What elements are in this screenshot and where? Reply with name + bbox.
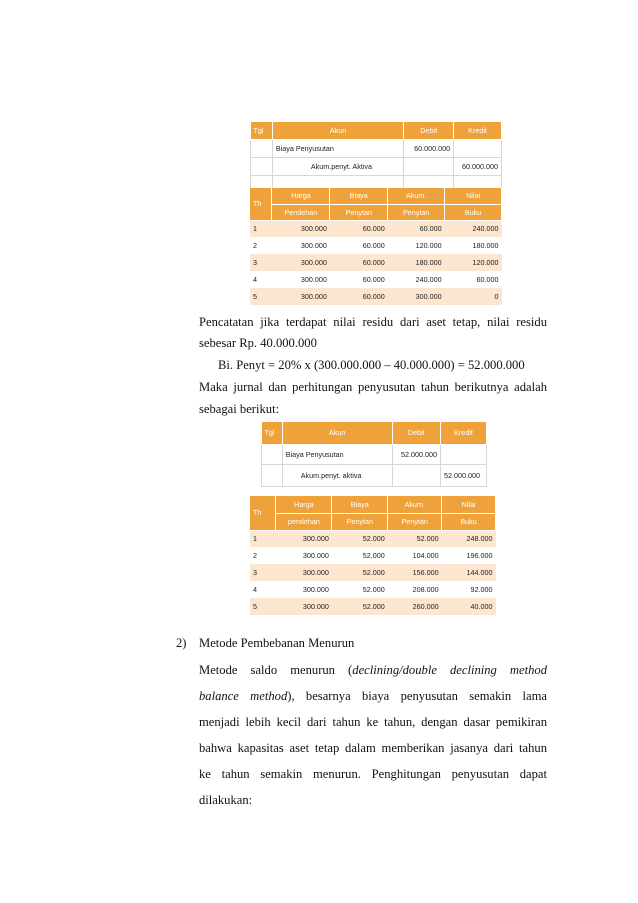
table-row: 3 300.000 60.000 180.000 120.000	[250, 254, 502, 271]
residual-text-line-1: Pencatatan jika terdapat nilai residu dari aset tetap, nilai residu	[199, 315, 547, 329]
journal-table-2	[261, 422, 487, 487]
col-tgl: Tgl	[262, 422, 283, 444]
debit-value	[392, 464, 440, 486]
section-title: Metode Pembebanan Menurun	[199, 636, 355, 650]
table-row	[262, 464, 487, 486]
table-row: 1 300.000 60.000 60.000 240.000	[250, 220, 502, 237]
col-akun: Akun	[282, 422, 392, 444]
table-row: 5 300.000 52.000 260.000 40.000	[250, 598, 496, 615]
credit-value	[441, 444, 487, 464]
section-paragraph-line-5: ke tahun semakin menurun. Penghitungan penyusutan dapat	[199, 767, 547, 781]
section-paragraph-line-3: menjadi lebih kecil dari tahun ke tahun, dengan dasar pemikiran	[199, 715, 547, 729]
debit-value	[404, 157, 454, 175]
table-row: 3 300.000 52.000 156.000 144.000	[250, 564, 496, 581]
col-debit: Debit	[404, 122, 454, 139]
journal-intro-line-1: Maka jurnal dan perhitungan penyusutan tahun berikutnya adalah	[199, 380, 547, 394]
table-row	[251, 175, 502, 189]
col-th: Th	[250, 496, 276, 530]
table-row: 1 300.000 52.000 52.000 248.000	[250, 530, 496, 547]
col-kredit: Kredit	[454, 122, 502, 139]
table-row	[251, 157, 502, 175]
col-tgl: Tgl	[251, 122, 273, 139]
table-row: 5 300.000 60.000 300.000 0	[250, 288, 502, 305]
depreciation-table-1: Th Harga Biaya Akum. Nilai Perolehan Penytan Penytan Buku 1 300.000 60.000 60.000 240.000 2 300.000 60.000 120.000 180.000 3 300.000 60.000 180.000 120.000 4 300.000 60.000 240.000 60.000 5 300.000 60.000 300.000 0	[250, 188, 502, 305]
account-name: Biaya Penyusutan	[282, 444, 392, 464]
residual-text-line-2: sebesar Rp. 40.000.000	[199, 336, 317, 350]
section-number: 2)	[176, 636, 187, 650]
table-row: 2 300.000 52.000 104.000 196.000	[250, 547, 496, 564]
col-th: Th	[250, 188, 272, 220]
account-name: Akum.penyt. Aktiva	[272, 157, 403, 175]
section-paragraph-line-1: Metode saldo menurun (declining/double declining method	[199, 663, 548, 677]
table-row: 4 300.000 52.000 208.000 92.000	[250, 581, 496, 598]
col-kredit: Kredit	[441, 422, 487, 444]
col-debit: Debit	[392, 422, 440, 444]
debit-value: 52.000.000	[392, 444, 440, 464]
depreciation-formula: Bi. Penyt = 20% x (300.000.000 – 40.000.000) = 52.000.000	[218, 358, 525, 372]
section-paragraph-line-2: balance method), besarnya biaya penyusutan semakin lama	[199, 689, 548, 703]
journal-table-1	[250, 122, 502, 190]
table-row	[251, 139, 502, 157]
credit-value	[454, 139, 502, 157]
credit-value: 60.000.000	[454, 157, 502, 175]
section-paragraph-line-4: bahwa kapasitas aset tetap dalam memberikan jasanya dari tahun	[199, 741, 547, 755]
col-akun: Akun	[272, 122, 403, 139]
table-row	[262, 444, 487, 464]
table-row: 2 300.000 60.000 120.000 180.000	[250, 237, 502, 254]
section-paragraph-line-6: dilakukan:	[199, 793, 253, 807]
depreciation-table-2: Th Harga Biaya Akum. Nilai perolehan Penytan Penytan Buku 1 300.000 52.000 52.000 248.000 2 300.000 52.000 104.000 196.000 3 300.000 52.000 156.000 144.000 4 300.000 52.000 208.000 92.000 5 300.000 52.000 260.000 40.000	[250, 496, 496, 615]
account-name: Biaya Penyusutan	[272, 139, 403, 157]
table-row: 4 300.000 60.000 240.000 60.000	[250, 271, 502, 288]
journal-intro-line-2: sebagai berikut:	[199, 402, 280, 416]
account-name: Akum.penyt. aktiva	[282, 464, 392, 486]
credit-value: 52.000.000	[441, 464, 487, 486]
debit-value: 60.000.000	[404, 139, 454, 157]
